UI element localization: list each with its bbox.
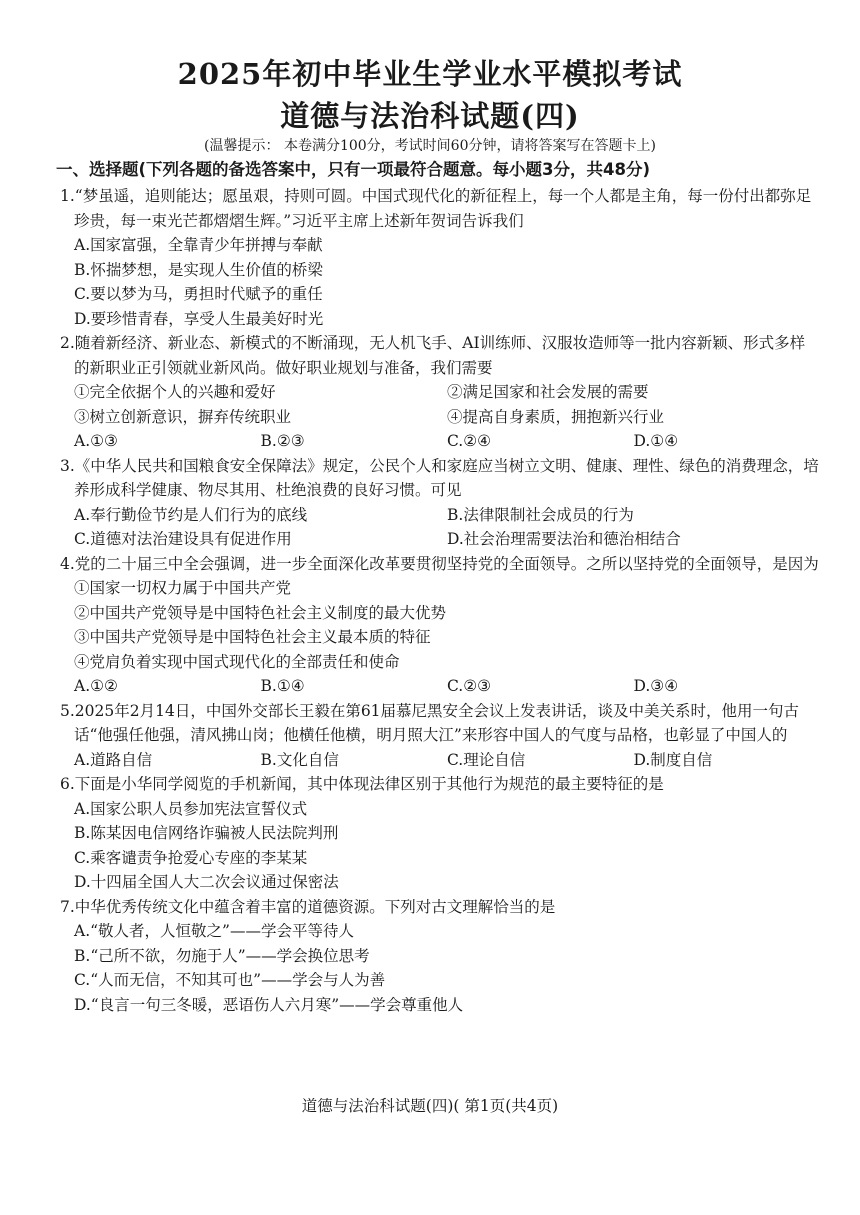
question-1 bbox=[60, 184, 820, 331]
option-a: A.道路自信 bbox=[74, 750, 153, 769]
option-a: A.国家公职人员参加宪法宣誓仪式 bbox=[74, 799, 308, 818]
question-4 bbox=[60, 552, 820, 699]
section-heading: 一、选择题(下列各题的备选答案中，只有一项最符合题意。每小题3分，共48分) bbox=[56, 160, 651, 179]
question-area bbox=[56, 158, 820, 1017]
question-5 bbox=[60, 699, 820, 773]
question-stem: 2.随着新经济、新业态、新模式的不断涌现，无人机飞手、AI训练师、汉服妆造师等一批内容新颖、形式多样的新职业正引领就业新风尚。做好职业规划与准备，我们需要 bbox=[60, 334, 806, 377]
option-a: A.①② bbox=[74, 677, 118, 695]
question-7 bbox=[60, 895, 820, 1018]
statement-3: ③中国共产党领导是中国特色社会主义最本质的特征 bbox=[74, 628, 431, 646]
option-c: C.要以梦为马，勇担时代赋予的重任 bbox=[74, 285, 323, 303]
statement-4: ④提高自身素质，拥抱新兴行业 bbox=[447, 407, 665, 426]
exam-title: 2025年初中毕业生学业水平模拟考试 bbox=[177, 57, 683, 91]
option-b: B.②③ bbox=[260, 432, 305, 450]
option-row bbox=[60, 527, 820, 552]
option-d: D.要珍惜青春，享受人生最美好时光 bbox=[74, 309, 324, 328]
option-c: C.道德对法治建设具有促进作用 bbox=[74, 530, 292, 548]
statement-row bbox=[60, 405, 820, 430]
option-a: A.奉行勤俭节约是人们行为的底线 bbox=[74, 505, 308, 524]
option-d: D.制度自信 bbox=[633, 750, 713, 769]
question-2 bbox=[60, 331, 820, 454]
option-row bbox=[60, 503, 820, 528]
option-c: C.乘客谴责争抢爱心专座的李某某 bbox=[74, 848, 308, 867]
question-stem: 1.“梦虽遥，追则能达；愿虽艰，持则可圆。中国式现代化的新征程上，每一个人都是主角，每一份付出都弥足珍贵，每一束光芒都熠熠生辉。”习近平主席上述新年贺词告诉我们 bbox=[60, 187, 812, 230]
option-a: A.国家富强，全靠青少年拼搏与奉献 bbox=[74, 236, 323, 254]
option-c: C.理论自信 bbox=[447, 750, 526, 769]
option-b: B.陈某因电信网络诈骗被人民法院判刑 bbox=[74, 824, 339, 842]
option-c: C.②④ bbox=[447, 432, 492, 450]
question-3 bbox=[60, 454, 820, 552]
question-stem: 7.中华优秀传统文化中蕴含着丰富的道德资源。下列对古文理解恰当的是 bbox=[60, 897, 556, 916]
option-row bbox=[60, 429, 820, 454]
option-b: B.怀揣梦想，是实现人生价值的桥梁 bbox=[74, 260, 323, 279]
option-b: B.①④ bbox=[260, 677, 305, 695]
statement-1: ①国家一切权力属于中国共产党 bbox=[74, 579, 292, 597]
option-d: D.十四届全国人大二次会议通过保密法 bbox=[74, 873, 339, 891]
option-b: B.“己所不欲，勿施于人”——学会换位思考 bbox=[74, 946, 370, 965]
option-c: C.“人而无信，不知其可也”——学会与人为善 bbox=[74, 971, 386, 989]
option-a: A.“敬人者，人恒敬之”——学会平等待人 bbox=[74, 922, 354, 940]
question-stem: 3.《中华人民共和国粮食安全保障法》规定，公民个人和家庭应当树立文明、健康、理性、绿色的消费理念，培养形成科学健康、物尽其用、杜绝浪费的良好习惯。可见 bbox=[60, 456, 819, 499]
option-b: B.文化自信 bbox=[260, 750, 339, 769]
question-6 bbox=[60, 772, 820, 895]
option-d: D.社会治理需要法治和德治相结合 bbox=[447, 530, 681, 548]
statement-1: ①完全依据个人的兴趣和爱好 bbox=[74, 383, 276, 401]
option-row bbox=[60, 748, 820, 773]
option-c: C.②③ bbox=[447, 677, 492, 695]
option-row bbox=[60, 674, 820, 699]
question-stem: 6.下面是小华同学阅览的手机新闻，其中体现法律区别于其他行为规范的最主要特征的是 bbox=[60, 775, 664, 793]
option-d: D.①④ bbox=[633, 432, 679, 450]
option-a: A.①③ bbox=[74, 432, 118, 450]
statement-4: ④党肩负着实现中国式现代化的全部责任和使命 bbox=[74, 652, 400, 671]
statement-row bbox=[60, 380, 820, 405]
statement-2: ②中国共产党领导是中国特色社会主义制度的最大优势 bbox=[74, 603, 447, 622]
option-d: D.“良言一句三冬暖，恶语伤人六月寒”——学会尊重他人 bbox=[74, 995, 464, 1014]
statement-3: ③树立创新意识，摒弃传统职业 bbox=[74, 407, 292, 426]
exam-subtitle: 道德与法治科试题(四) bbox=[280, 99, 580, 133]
option-d: D.③④ bbox=[633, 677, 679, 695]
page-footer: 道德与法治科试题(四)( 第1页(共4页) bbox=[301, 1097, 559, 1115]
statement-2: ②满足国家和社会发展的需要 bbox=[447, 383, 649, 401]
exam-tip: (温馨提示： 本卷满分100分，考试时间60分钟，请将答案写在答题卡上) bbox=[204, 138, 656, 154]
question-stem: 4.党的二十届三中全会强调，进一步全面深化改革要贯彻坚持党的全面领导。之所以坚持党的全面领导，是因为 bbox=[60, 554, 819, 573]
option-b: B.法律限制社会成员的行为 bbox=[447, 505, 634, 524]
question-stem: 5.2025年2月14日，中国外交部长王毅在第61届慕尼黑安全会议上发表讲话，谈及中美关系时，他用一句古话“他强任他强，清风拂山岗；他横任他横，明月照大江”来形容中国人的气度与品格，也彰显了中国人的 bbox=[60, 701, 800, 744]
